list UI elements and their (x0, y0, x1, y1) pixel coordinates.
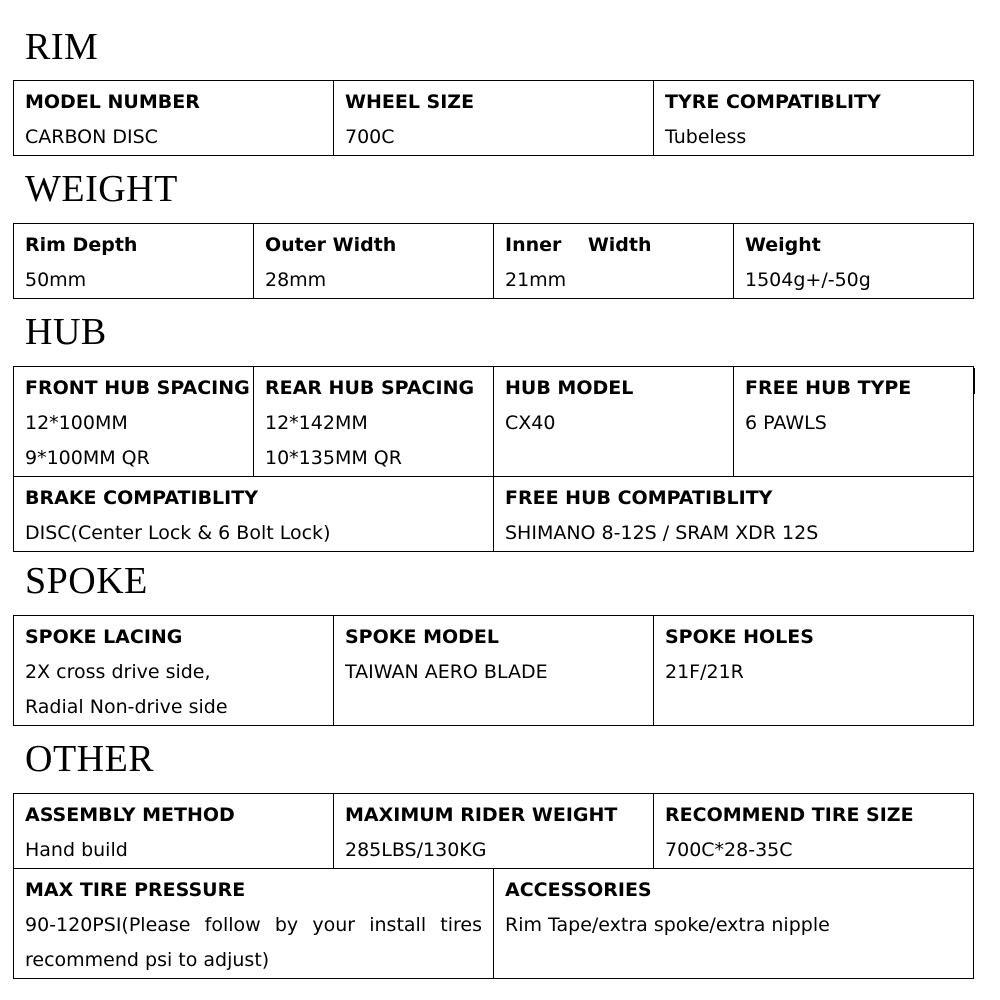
spec-cell-maximum-rider-weight (334, 794, 654, 869)
spec-value: CX40 (505, 412, 556, 434)
spec-cell-assembly-method (14, 794, 334, 869)
spec-cell-front-hub-spacing (14, 367, 254, 477)
spec-cell-spoke-lacing (14, 616, 334, 726)
spec-label: Outer Width (265, 234, 397, 256)
spec-label: SPOKE LACING (25, 626, 183, 648)
spec-value: DISC(Center Lock & 6 Bolt Lock) (25, 522, 331, 544)
spec-value: 50mm (25, 269, 87, 291)
spec-cell-inner-width (494, 224, 734, 299)
table-row (14, 224, 974, 299)
spec-label: FREE HUB COMPATIBLITY (505, 487, 773, 509)
hub-table (13, 366, 974, 552)
rim-table (13, 80, 974, 156)
table-row (14, 477, 974, 552)
spec-value: 90-120PSI(Please follow by your install tires (25, 914, 482, 936)
spec-value: 6 PAWLS (745, 412, 827, 434)
spec-value: Radial Non-drive side (25, 696, 228, 718)
spec-cell-accessories (494, 869, 974, 979)
spec-label: REAR HUB SPACING (265, 377, 475, 399)
text-cursor (973, 368, 975, 394)
weight-heading: WEIGHT (25, 168, 178, 210)
spec-value: SHIMANO 8-12S / SRAM XDR 12S (505, 522, 819, 544)
rim-heading: RIM (25, 26, 99, 68)
spec-label: RECOMMEND TIRE SIZE (665, 804, 914, 826)
spec-cell-rear-hub-spacing (254, 367, 494, 477)
spec-label: MAX TIRE PRESSURE (25, 879, 246, 901)
spec-cell-wheel-size (334, 81, 654, 156)
spec-cell-max-tire-pressure (14, 869, 494, 979)
spec-value: 1504g+/-50g (745, 269, 871, 291)
spec-value: 28mm (265, 269, 327, 291)
spec-label: FREE HUB TYPE (745, 377, 912, 399)
spec-value: 12*100MM (25, 412, 128, 434)
spec-label: FRONT HUB SPACING (25, 377, 250, 399)
spec-value: 700C (345, 126, 395, 148)
table-row (14, 616, 974, 726)
spec-label: MAXIMUM RIDER WEIGHT (345, 804, 618, 826)
spec-label: Inner Width (505, 234, 652, 256)
spec-label: Rim Depth (25, 234, 138, 256)
spec-value: 9*100MM QR (25, 447, 150, 469)
spec-value: 2X cross drive side, (25, 661, 211, 683)
spec-cell-brake-compatibility (14, 477, 494, 552)
spec-cell-spoke-model (334, 616, 654, 726)
spec-value: Tubeless (665, 126, 747, 148)
spec-value: 21F/21R (665, 661, 744, 683)
table-row (14, 81, 974, 156)
spec-label: TYRE COMPATIBLITY (665, 91, 881, 113)
spec-value: 12*142MM (265, 412, 368, 434)
spec-label: ACCESSORIES (505, 879, 652, 901)
spec-label: Weight (745, 234, 821, 256)
spec-cell-tyre-compatibility (654, 81, 974, 156)
spoke-heading: SPOKE (25, 560, 148, 602)
spec-label: ASSEMBLY METHOD (25, 804, 235, 826)
spec-label: SPOKE MODEL (345, 626, 499, 648)
spec-cell-spoke-holes (654, 616, 974, 726)
spec-label: WHEEL SIZE (345, 91, 475, 113)
spec-cell-model-number (14, 81, 334, 156)
spec-value: 10*135MM QR (265, 447, 402, 469)
spec-label: MODEL NUMBER (25, 91, 200, 113)
table-row (14, 794, 974, 869)
spec-cell-rim-depth (14, 224, 254, 299)
spec-value: 21mm (505, 269, 567, 291)
spec-label: BRAKE COMPATIBLITY (25, 487, 258, 509)
spec-label: SPOKE HOLES (665, 626, 814, 648)
spec-label: HUB MODEL (505, 377, 634, 399)
spec-value: recommend psi to adjust) (25, 949, 270, 971)
weight-table (13, 223, 974, 299)
table-row (14, 869, 974, 979)
spec-value: 285LBS/130KG (345, 839, 487, 861)
spec-value: 700C*28-35C (665, 839, 793, 861)
spec-value: Hand build (25, 839, 128, 861)
spec-cell-weight (734, 224, 974, 299)
spoke-table (13, 615, 974, 726)
table-row (14, 367, 974, 477)
spec-value: TAIWAN AERO BLADE (345, 661, 548, 683)
other-table (13, 793, 974, 979)
spec-cell-outer-width (254, 224, 494, 299)
spec-cell-free-hub-compatibility (494, 477, 974, 552)
spec-value: Rim Tape/extra spoke/extra nipple (505, 914, 830, 936)
spec-cell-free-hub-type (734, 367, 974, 477)
hub-heading: HUB (25, 311, 107, 353)
other-heading: OTHER (25, 738, 155, 780)
spec-cell-recommend-tire-size (654, 794, 974, 869)
spec-value: CARBON DISC (25, 126, 158, 148)
spec-cell-hub-model (494, 367, 734, 477)
